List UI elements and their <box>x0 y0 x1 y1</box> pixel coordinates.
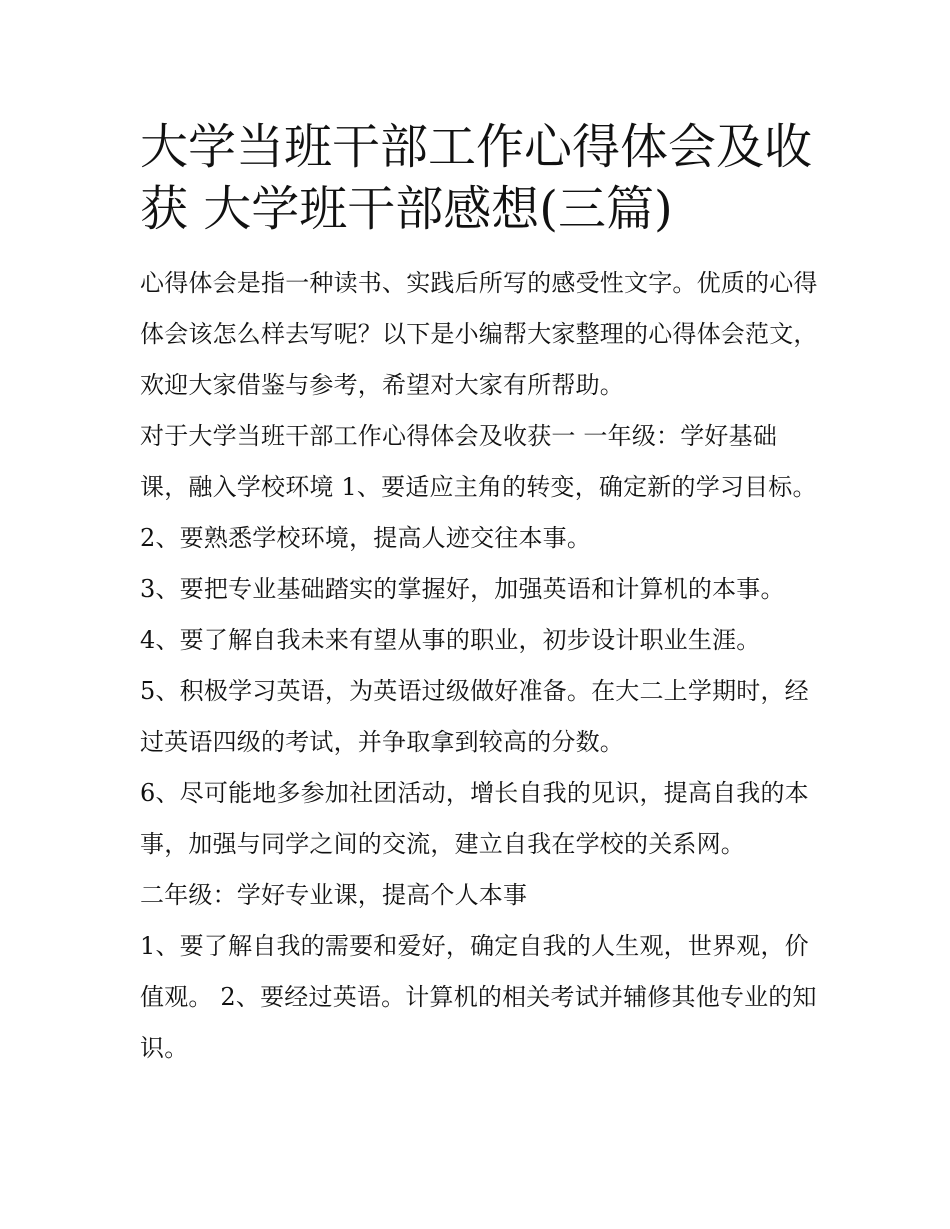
paragraph-item-3: 3、要把专业基础踏实的掌握好，加强英语和计算机的本事。 <box>140 575 785 603</box>
paragraph-first-year: 对于大学当班干部工作心得体会及收获一 一年级：学好基础课，融入学校环境 1、要适应主角的转变，确定新的学习目标。 2、要熟悉学校环境，提高人迹交往本事。 <box>140 422 817 552</box>
document-body <box>140 258 820 1074</box>
paragraph-second-year-items: 1、要了解自我的需要和爱好，确定自我的人生观，世界观，价值观。 2、要经过英语。计算机的相关考试并辅修其他专业的知识。 <box>140 932 817 1062</box>
paragraph-item-4: 4、要了解自我未来有望从事的职业，初步设计职业生涯。 <box>140 626 761 654</box>
paragraph-item-5: 5、积极学习英语，为英语过级做好准备。在大二上学期时，经过英语四级的考试，并争取拿到较高的分数。 <box>140 677 809 756</box>
paragraph-second-year-heading: 二年级：学好专业课，提高个人本事 <box>140 881 528 909</box>
paragraph-item-6: 6、尽可能地多参加社团活动，增长自我的见识，提高自我的本事，加强与同学之间的交流，建立自我在学校的关系网。 <box>140 779 809 858</box>
paragraph-intro: 心得体会是指一种读书、实践后所写的感受性文字。优质的心得体会该怎么样去写呢？以下是小编帮大家整理的心得体会范文，欢迎大家借鉴与参考，希望对大家有所帮助。 <box>140 269 818 399</box>
document-title: 大学当班干部工作心得体会及收获 大学班干部感想(三篇) <box>140 119 813 237</box>
document-content <box>140 116 820 1074</box>
